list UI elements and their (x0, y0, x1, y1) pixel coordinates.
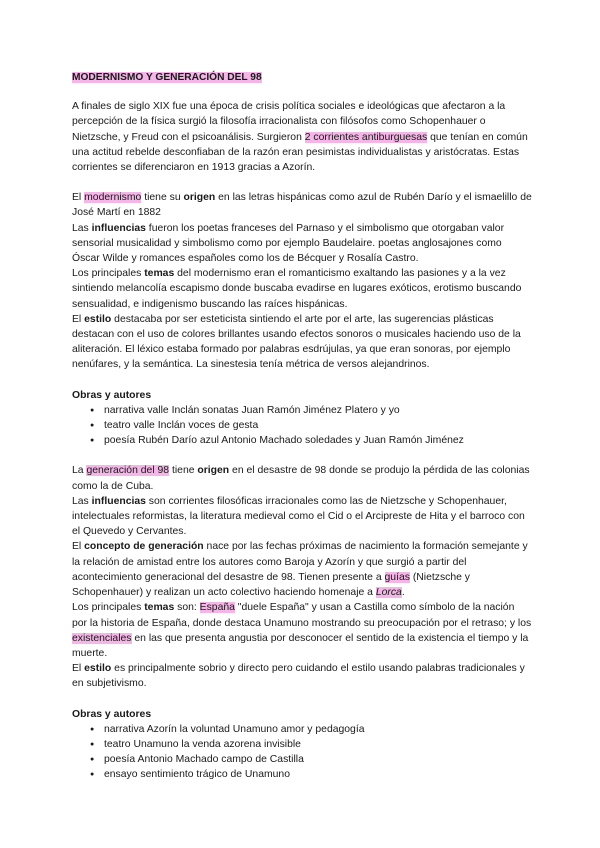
list-item: ● poesía Antonio Machado campo de Castilla (90, 752, 532, 767)
g98-influences: Las influencias son corrientes filosóficas irracionales como las de Nietzsche y Schopenhauer, intelectuales reformistas, la literatura medieval como el Cid o el Arcipreste de Hita y el barroco con el Quevedo y Cervantes. (72, 495, 525, 538)
intro-paragraph: A finales de siglo XIX fue una época de crisis política sociales e ideológicas que afectaron a la percepción de la física surgió la filosofía irracionalista con filósofos como Schopenhauer o Nietzsche, y Freud con el psicoanálisis. Surgieron 2 corrientes antiburguesas que tenían en común una actitud rebelde desconfiaban de la razón eran pesimistas individualistas y aristócratas. Estas corrientes se diferenciaron en 1913 gracias a Azorín. (72, 101, 528, 174)
works-list (72, 403, 532, 449)
g98-themes: Los principales temas son: España "duele España" y usan a Castilla como símbolo de la nación por la historia de España, donde destaca Unamuno mostrando su preocupación por el retraso; y los existenciales en las que presenta angustia por desconocer el sentido de la existencia el tiempo y la muerte. (72, 602, 532, 659)
g98-style: El estilo es principalmente sobrio y directo pero cuidando el estilo usando palabras tradicionales y en subjetivismo. (72, 663, 525, 690)
works-heading: Obras y autores (72, 389, 152, 401)
list-item: ● poesía Rubén Darío azul Antonio Machado soledades y Juan Ramón Jiménez (90, 433, 532, 448)
highlight: existenciales (72, 632, 132, 644)
highlight: Lorca (375, 587, 402, 599)
highlight: modernismo (84, 192, 142, 204)
highlight: España (199, 602, 235, 614)
works-heading: Obras y autores (72, 708, 152, 720)
highlight: guías (384, 571, 410, 583)
list-item: ● narrativa valle Inclán sonatas Juan Ramón Jiménez Platero y yo (90, 403, 532, 418)
modernismo-influences: Las influencias fueron los poetas franceses del Parnaso y el simbolismo que otorgaban valor sensorial musicalidad y simbolismo como por ejemplo Baudelaire. poetas anglosajones como Óscar Wilde y romances españoles como los de Bécquer y Rosalía Castro. (72, 222, 505, 265)
modernismo-origin: El modernismo tiene su origen en las letras hispánicas como azul de Rubén Darío y el ismaelillo de José Martí en 1882 (72, 192, 532, 219)
highlight: generación del 98 (86, 465, 170, 477)
page-title: MODERNISMO Y GENERACIÓN DEL 98 (72, 72, 262, 83)
modernismo-themes: Los principales temas del modernismo eran el romanticismo exaltando las pasiones y a la vez sintiendo melancolía escapismo donde buscaba evadirse en lugares exóticos, erotismo buscando sensualidad, e indigenismo buscando las raíces hispánicas. (72, 268, 522, 310)
g98-origin: La generación del 98 tiene origen en el desastre de 98 donde se produjo la pérdida de las colonias como la de Cuba. (72, 465, 530, 492)
modernismo-style: El estilo destacaba por ser esteticista sintiendo el arte por el arte, las sugerencias plásticas destacan con el uso de colores brillantes usando efectos sonoros o musicales haciendo uso de la aliteración. El léxico estaba formado por palabras esdrújulas, ya que eran sonoras, por ejemplo nenúfares, y la semántica. La sinestesia tenía métrica de versos alejandrinos. (72, 313, 521, 371)
g98-generation-concept: El concepto de generación nace por las fechas próximas de nacimiento la formación semejante y la relación de amistad entre los autores como Baroja y Azorín y que surgió a partir del acontecimiento generacional del desastre de 98. Tienen presente a guías (Nietzsche y Schopenhauer) y realizan un acto colectivo haciendo homenaje a Lorca. (72, 541, 528, 599)
highlight: 2 corrientes antiburguesas (304, 131, 428, 143)
list-item: ● teatro valle Inclán voces de gesta (90, 418, 532, 433)
works-list (72, 722, 532, 783)
document-page (72, 70, 532, 783)
list-item: ● ensayo sentimiento trágico de Unamuno (90, 767, 532, 782)
list-item: ● narrativa Azorín la voluntad Unamuno amor y pedagogía (90, 722, 532, 737)
list-item: ● teatro Unamuno la venda azorena invisible (90, 737, 532, 752)
